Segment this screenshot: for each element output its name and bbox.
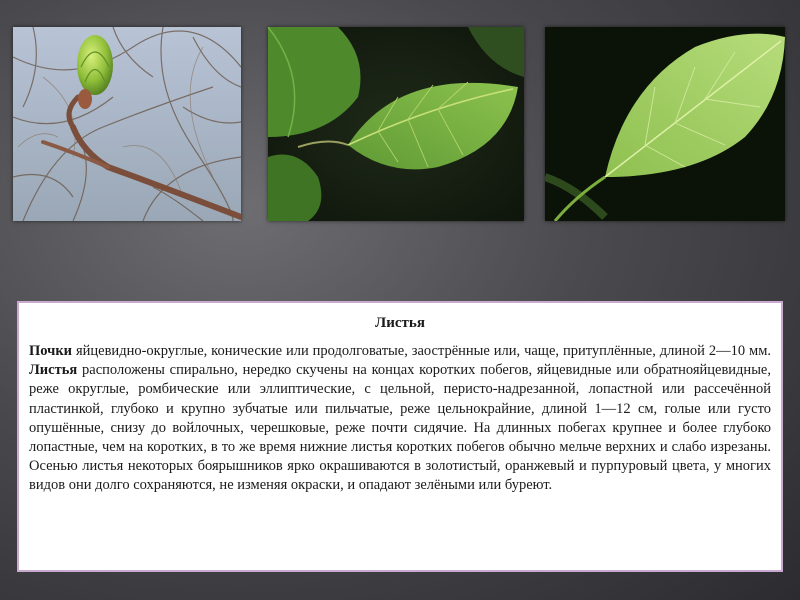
term-buds: Почки xyxy=(29,343,73,359)
buds-description: яйцевидно-округлые, конические или продолговатые, заострённые или, чаще, притуплённые, длиной 2—10 мм. xyxy=(72,343,771,359)
leaves-description: расположены спирально, нередко скучены на концах коротких побегов, яйцевидные или обратнояйцевидные, реже округлые, ромбические или эллиптические, с цельной, перисто-надрезанной, лопастной или рассечённой пластинкой, глубоко и крупно зубчатые или пильчатые, реже цельнокрайние, длиной 1—12 см, голые или густо опушённые, снизу до войлочных, черешковые, реже почти сидячие. На длинных побегах крупнее и более глубоко лопастные, чем на коротких, в то же время нижние листья коротких побегов обычно мельче верхних и слабо изрезаны. Осенью листья некоторых боярышников ярко окрашиваются в золотистый, оранжевый и пурпуровый цвета, у многих видов они долго сохраняются, не изменяя окраски, и опадают зелёными или буреют. xyxy=(29,362,771,494)
description-box xyxy=(17,301,783,572)
section-title: Листья xyxy=(375,315,425,331)
bud-image xyxy=(13,27,241,221)
single-leaf-photo xyxy=(545,27,785,221)
single-leaf-image xyxy=(545,27,785,221)
term-leaves: Листья xyxy=(29,362,78,379)
description-text xyxy=(29,342,771,496)
bud-photo xyxy=(13,27,241,221)
leaves-image xyxy=(268,27,524,221)
leaves-photo xyxy=(268,27,524,221)
